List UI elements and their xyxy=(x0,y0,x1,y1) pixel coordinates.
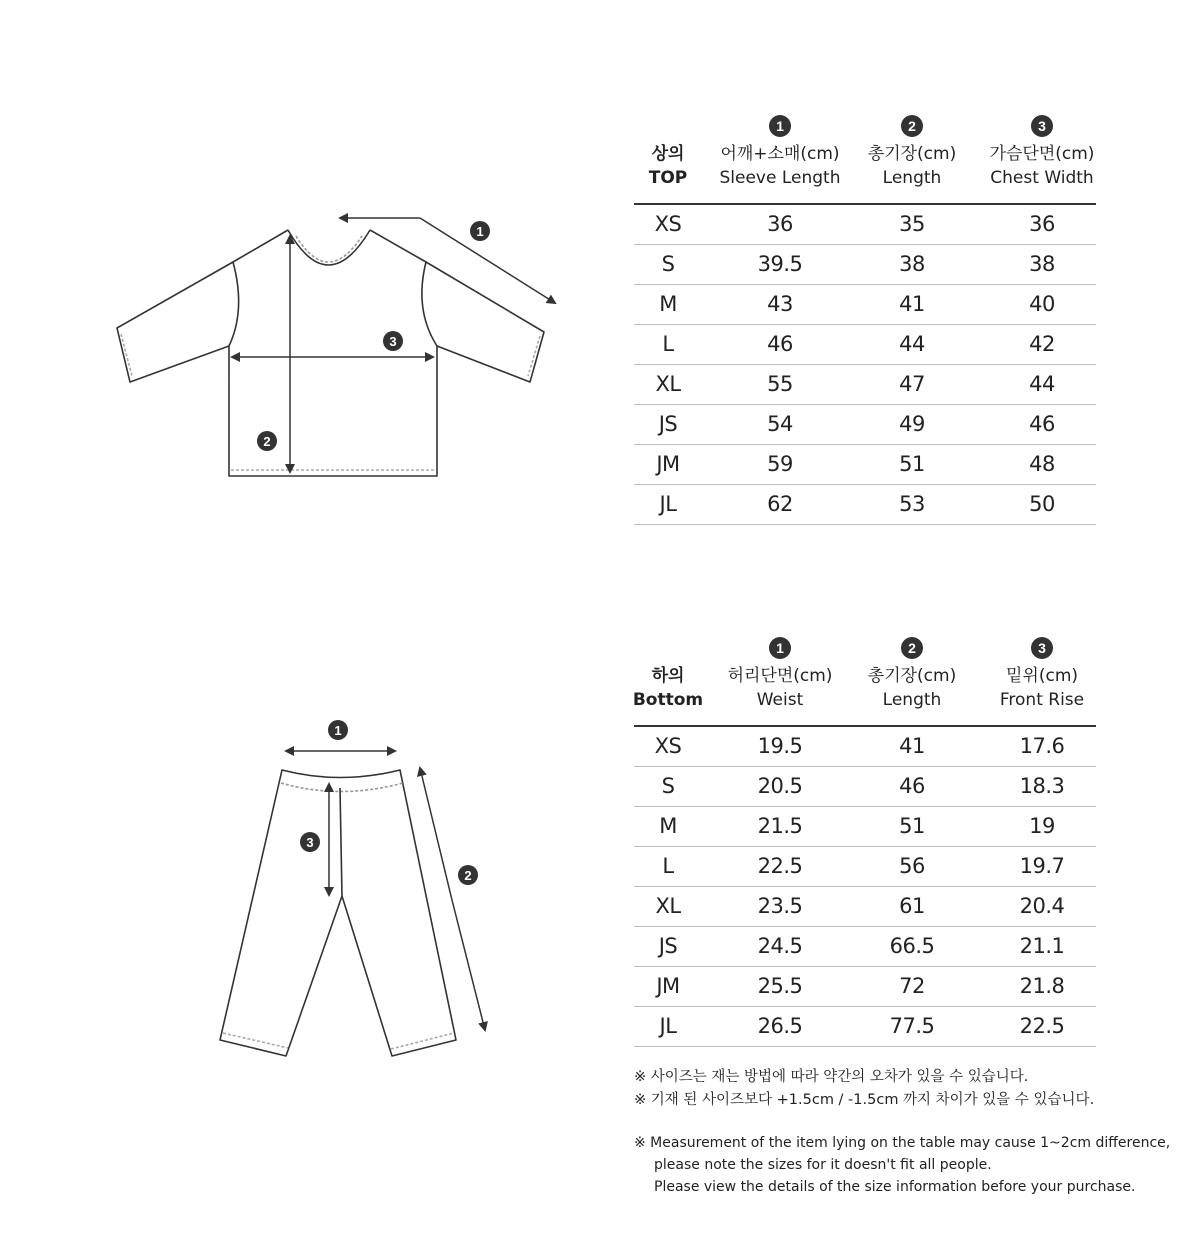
bottom-col1-number: 1 xyxy=(769,637,791,659)
measurement-cell: 44 xyxy=(899,332,925,356)
bottom-measure-arrows xyxy=(286,751,485,1030)
bottom-marker-2: 2 xyxy=(464,868,472,883)
measurement-cell: 53 xyxy=(899,492,925,516)
table-row xyxy=(634,405,1096,445)
size-cell: S xyxy=(661,774,675,798)
size-cell: M xyxy=(659,814,677,838)
table-row xyxy=(634,727,1096,767)
measurement-cell: 17.6 xyxy=(1019,734,1065,758)
measurement-cell: 35 xyxy=(899,212,925,236)
measurement-cell: 26.5 xyxy=(757,1014,803,1038)
english-note-line2: please note the sizes for it doesn't fit all people. xyxy=(654,1157,992,1173)
measurement-cell: 24.5 xyxy=(757,934,803,958)
top-diagram-markers xyxy=(257,221,490,451)
size-cell: JS xyxy=(658,934,678,958)
measurement-cell: 47 xyxy=(899,372,925,396)
english-note-line1: ※ Measurement of the item lying on the table may cause 1~2cm difference, xyxy=(634,1135,1171,1151)
measurement-cell: 54 xyxy=(767,412,793,436)
measurement-cell: 19.7 xyxy=(1019,854,1065,878)
table-row xyxy=(634,967,1096,1007)
bottom-col3-number: 3 xyxy=(1031,637,1053,659)
english-notes xyxy=(634,1132,1170,1198)
bottom-col2-number: 2 xyxy=(901,637,923,659)
table-row xyxy=(634,767,1096,807)
bottom-col1-heading: 허리단면(cm) Weist xyxy=(727,666,833,710)
bottom-garment-diagram xyxy=(210,715,495,1060)
size-cell: XS xyxy=(654,212,682,236)
top-size-heading: 상의 TOP xyxy=(648,144,688,188)
size-cell: L xyxy=(662,332,674,356)
table-row xyxy=(634,445,1096,485)
top-col1-number: 1 xyxy=(769,115,791,137)
table-row xyxy=(634,927,1096,967)
measurement-cell: 50 xyxy=(1029,492,1055,516)
top-col1-heading: 어깨+소매(cm) Sleeve Length xyxy=(719,144,841,188)
measurement-cell: 23.5 xyxy=(757,894,803,918)
top-marker-3: 3 xyxy=(389,334,397,349)
bottom-size-table xyxy=(634,637,1096,1047)
size-cell: JL xyxy=(659,1014,677,1038)
table-row xyxy=(634,365,1096,405)
measurement-cell: 59 xyxy=(767,452,793,476)
top-col3-number: 3 xyxy=(1031,115,1053,137)
measurement-cell: 62 xyxy=(767,492,793,516)
bottom-col3-heading: 밑위(cm) Front Rise xyxy=(999,666,1085,710)
measurement-cell: 51 xyxy=(899,452,925,476)
measurement-cell: 18.3 xyxy=(1019,774,1065,798)
measurement-cell: 77.5 xyxy=(889,1014,935,1038)
top-marker-2: 2 xyxy=(263,434,271,449)
measurement-cell: 43 xyxy=(767,292,793,316)
measurement-cell: 22.5 xyxy=(1019,1014,1065,1038)
measurement-cell: 72 xyxy=(899,974,925,998)
size-cell: XS xyxy=(654,734,682,758)
size-cell: M xyxy=(659,292,677,316)
measurement-cell: 20.5 xyxy=(757,774,803,798)
size-cell: JL xyxy=(659,492,677,516)
bottom-marker-3: 3 xyxy=(306,835,314,850)
measurement-cell: 46 xyxy=(899,774,925,798)
measurement-cell: 21.1 xyxy=(1019,934,1065,958)
measurement-cell: 38 xyxy=(899,252,925,276)
measurement-cell: 61 xyxy=(899,894,925,918)
measurement-cell: 40 xyxy=(1029,292,1055,316)
measurement-cell: 49 xyxy=(899,412,925,436)
table-row xyxy=(634,245,1096,285)
top-marker-1: 1 xyxy=(476,224,484,239)
korean-notes xyxy=(634,1066,1094,1112)
measurement-cell: 19.5 xyxy=(757,734,803,758)
table-row xyxy=(634,807,1096,847)
measurement-cell: 21.5 xyxy=(757,814,803,838)
table-row xyxy=(634,485,1096,525)
top-table-body xyxy=(634,203,1096,525)
size-cell: XL xyxy=(655,372,681,396)
english-note-line3: Please view the details of the size information before your purchase. xyxy=(654,1179,1136,1195)
measurement-cell: 20.4 xyxy=(1019,894,1065,918)
measurement-cell: 19 xyxy=(1029,814,1055,838)
size-cell: JM xyxy=(656,974,680,998)
top-size-table xyxy=(634,115,1096,525)
measurement-cell: 51 xyxy=(899,814,925,838)
size-cell: S xyxy=(661,252,675,276)
top-garment-diagram xyxy=(100,200,570,490)
bottom-table-body xyxy=(634,725,1096,1047)
size-cell: XL xyxy=(655,894,681,918)
bottom-diagram-markers xyxy=(300,720,478,885)
top-col2-heading: 총기장(cm) Length xyxy=(867,144,957,188)
measurement-cell: 56 xyxy=(899,854,925,878)
measurement-cell: 21.8 xyxy=(1019,974,1065,998)
measurement-cell: 25.5 xyxy=(757,974,803,998)
bottom-arrow-length xyxy=(420,768,452,900)
measurement-cell: 22.5 xyxy=(757,854,803,878)
bottom-marker-1: 1 xyxy=(334,723,342,738)
korean-note-2: ※ 기재 된 사이즈보다 +1.5cm / -1.5cm 까지 차이가 있을 수 있습니다. xyxy=(634,1092,1095,1108)
bottom-size-heading: 하의 Bottom xyxy=(632,666,704,710)
size-cell: JM xyxy=(656,452,680,476)
table-row xyxy=(634,1007,1096,1047)
measurement-cell: 48 xyxy=(1029,452,1055,476)
measurement-cell: 36 xyxy=(767,212,793,236)
measurement-cell: 41 xyxy=(899,734,925,758)
size-cell: JS xyxy=(658,412,678,436)
table-row xyxy=(634,205,1096,245)
bottom-pants-outline xyxy=(220,770,456,1056)
measurement-cell: 66.5 xyxy=(889,934,935,958)
bottom-col2-heading: 총기장(cm) Length xyxy=(867,666,957,710)
top-col3-heading: 가슴단면(cm) Chest Width xyxy=(989,144,1095,188)
table-row xyxy=(634,325,1096,365)
table-row xyxy=(634,847,1096,887)
measurement-cell: 39.5 xyxy=(757,252,803,276)
size-cell: L xyxy=(662,854,674,878)
measurement-cell: 55 xyxy=(767,372,793,396)
measurement-cell: 46 xyxy=(1029,412,1055,436)
table-row xyxy=(634,285,1096,325)
measurement-cell: 42 xyxy=(1029,332,1055,356)
top-table-header xyxy=(634,115,1096,203)
top-shirt-outline xyxy=(117,230,544,476)
measurement-cell: 41 xyxy=(899,292,925,316)
measurement-cell: 38 xyxy=(1029,252,1055,276)
top-col2-number: 2 xyxy=(901,115,923,137)
korean-note-1: ※ 사이즈는 재는 방법에 따라 약간의 오차가 있을 수 있습니다. xyxy=(634,1069,1029,1085)
measurement-cell: 44 xyxy=(1029,372,1055,396)
table-row xyxy=(634,887,1096,927)
measurement-cell: 36 xyxy=(1029,212,1055,236)
bottom-table-header xyxy=(634,637,1096,725)
measurement-cell: 46 xyxy=(767,332,793,356)
